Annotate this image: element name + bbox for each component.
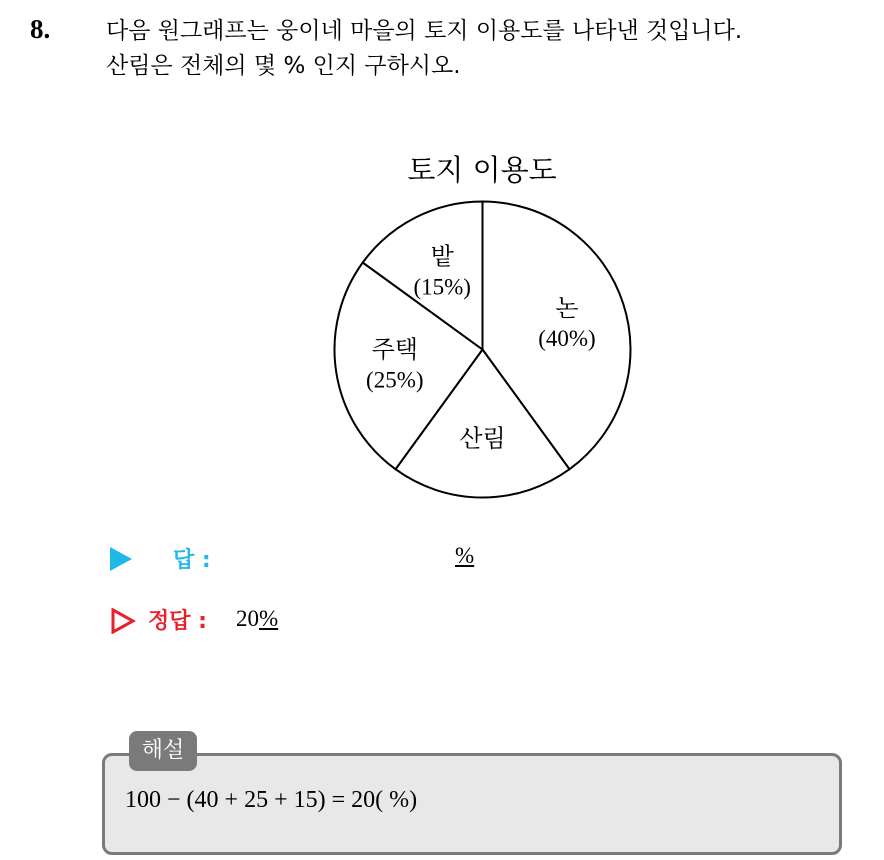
pie-slice-label-0: 논	[555, 294, 579, 323]
correct-answer-label: 정답 :	[148, 609, 207, 634]
answer-label: 답 :	[173, 548, 211, 573]
solution-tab: 해설	[129, 731, 197, 771]
outline-triangle-icon	[110, 608, 136, 634]
correct-value-number: 20	[236, 606, 259, 631]
question-text	[106, 14, 742, 84]
pie-slice-label-3: 밭	[430, 242, 454, 271]
pie-slice-label-2: 주택	[371, 335, 418, 364]
correct-answer-value	[236, 606, 278, 632]
pie-slice-label-1: 산림	[459, 424, 506, 453]
answer-row	[110, 543, 570, 575]
pie-slice-percent-0: (40%)	[538, 326, 596, 352]
play-triangle-icon	[110, 547, 132, 571]
correct-answer-row	[110, 604, 570, 636]
question-number: 8.	[30, 14, 51, 44]
question-line-2: 산림은 전체의 몇 % 인지 구하시오.	[106, 53, 461, 79]
pie-slice-percent-3: (15%)	[413, 274, 471, 300]
pie-slice-percent-2: (25%)	[366, 367, 424, 393]
solution-formula: 100 − (40 + 25 + 15) = 20( %)	[125, 787, 418, 813]
pie-chart	[330, 197, 635, 502]
correct-value-unit: %	[259, 606, 279, 631]
answer-unit: %	[455, 543, 475, 568]
chart-title: 토지 이용도	[407, 153, 557, 187]
answer-input-blank[interactable]	[455, 543, 474, 569]
question-line-1: 다음 원그래프는 웅이네 마을의 토지 이용도를 나타낸 것입니다.	[106, 18, 743, 44]
